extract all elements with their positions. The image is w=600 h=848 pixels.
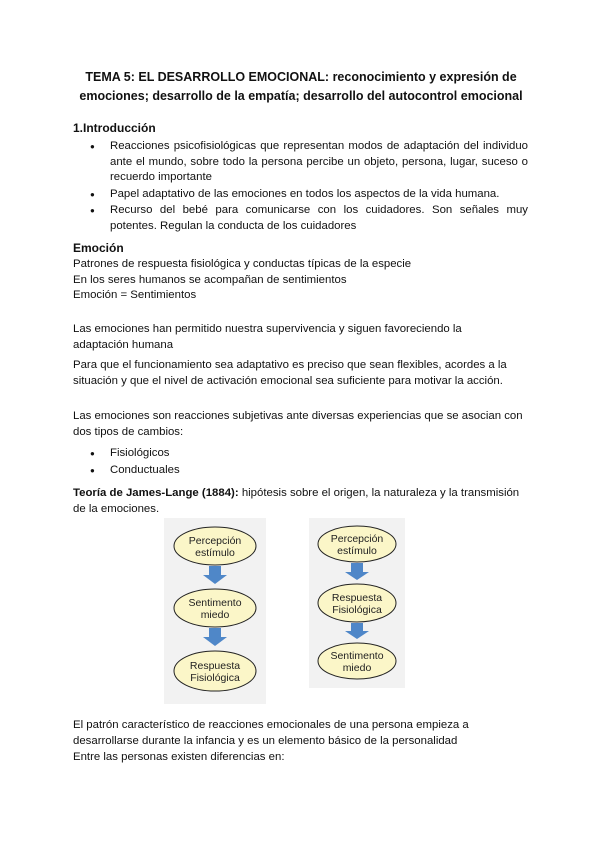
list-item: ● Conductuales bbox=[90, 463, 390, 479]
text-line: En los seres humanos se acompañan de sentimientos bbox=[73, 273, 347, 286]
cambios-bullet-list bbox=[90, 446, 390, 479]
paragraph-teoria bbox=[73, 486, 528, 517]
list-item: ● Fisiológicos bbox=[90, 446, 390, 462]
teoria-description: hipótesis sobre el origen, la naturaleza y la transmisión de la emociones. bbox=[73, 487, 520, 515]
text-line: Emoción = Sentimientos bbox=[73, 289, 197, 301]
diagram-james-lange-left bbox=[164, 518, 266, 709]
list-item: ● Reacciones psicofisiológicas que representan modos de adaptación del individuo ante el mundo, sobre todo la persona percibe un objeto, persona, lugar, suceso o recuerdo importante bbox=[90, 139, 528, 186]
node-label: estímulo bbox=[195, 547, 235, 559]
list-item: ● Papel adaptativo de las emociones en todos los aspectos de la vida humana. bbox=[90, 187, 528, 203]
section-heading-emocion: Emoción bbox=[73, 241, 124, 255]
node-label: Sentimento bbox=[330, 650, 384, 662]
node-label: Respuesta bbox=[331, 592, 383, 604]
paragraph-adaptativo: Para que el funcionamiento sea adaptativo es preciso que sean flexibles, acordes a la situación y que el nivel de activación emocional sea suficiente para motivar la acción. bbox=[73, 359, 507, 387]
node-label: Sentimento bbox=[188, 597, 242, 609]
emocion-definition bbox=[73, 257, 533, 304]
page-title: TEMA 5: EL DESARROLLO EMOCIONAL: reconocimiento y expresión de emociones; desarrollo de la empatía; desarrollo del autocontrol emocional bbox=[79, 70, 523, 103]
paragraph-patron: El patrón característico de reacciones emocionales de una persona empieza a desarrollarse durante la infancia y es un elemento básico de la personalidad bbox=[73, 719, 469, 747]
node-label: Percepción bbox=[330, 533, 384, 545]
list-item: ● Recurso del bebé para comunicarse con los cuidadores. Son señales muy potentes. Regulan la conducta de los cuidadores bbox=[90, 203, 528, 234]
node-label: estímulo bbox=[337, 545, 377, 557]
node-label: Respuesta bbox=[189, 660, 241, 672]
flow-diagram bbox=[164, 518, 266, 704]
node-label: miedo bbox=[342, 662, 372, 674]
node-label: Percepción bbox=[188, 535, 242, 547]
text-line: Patrones de respuesta fisiológica y conductas típicas de la especie bbox=[73, 258, 412, 270]
paragraph-diferencias: Entre las personas existen diferencias en: bbox=[73, 751, 285, 763]
intro-bullet-list bbox=[90, 139, 528, 235]
node-label: Fisiológica bbox=[332, 604, 382, 616]
section-heading-introduccion: 1.Introducción bbox=[73, 121, 156, 135]
paragraph-reacciones: Las emociones son reacciones subjetivas ante diversas experiencias que se asocian con dos tipos de cambios: bbox=[73, 410, 523, 438]
node-label: miedo bbox=[200, 609, 230, 621]
node-label: Fisiológica bbox=[190, 672, 240, 684]
flow-diagram bbox=[309, 518, 405, 688]
teoria-title: Teoría de James-Lange (1884): bbox=[73, 487, 239, 499]
diagram-james-lange-right bbox=[309, 518, 405, 693]
paragraph-supervivencia: Las emociones han permitido nuestra supervivencia y siguen favoreciendo la adaptación humana bbox=[73, 323, 462, 351]
